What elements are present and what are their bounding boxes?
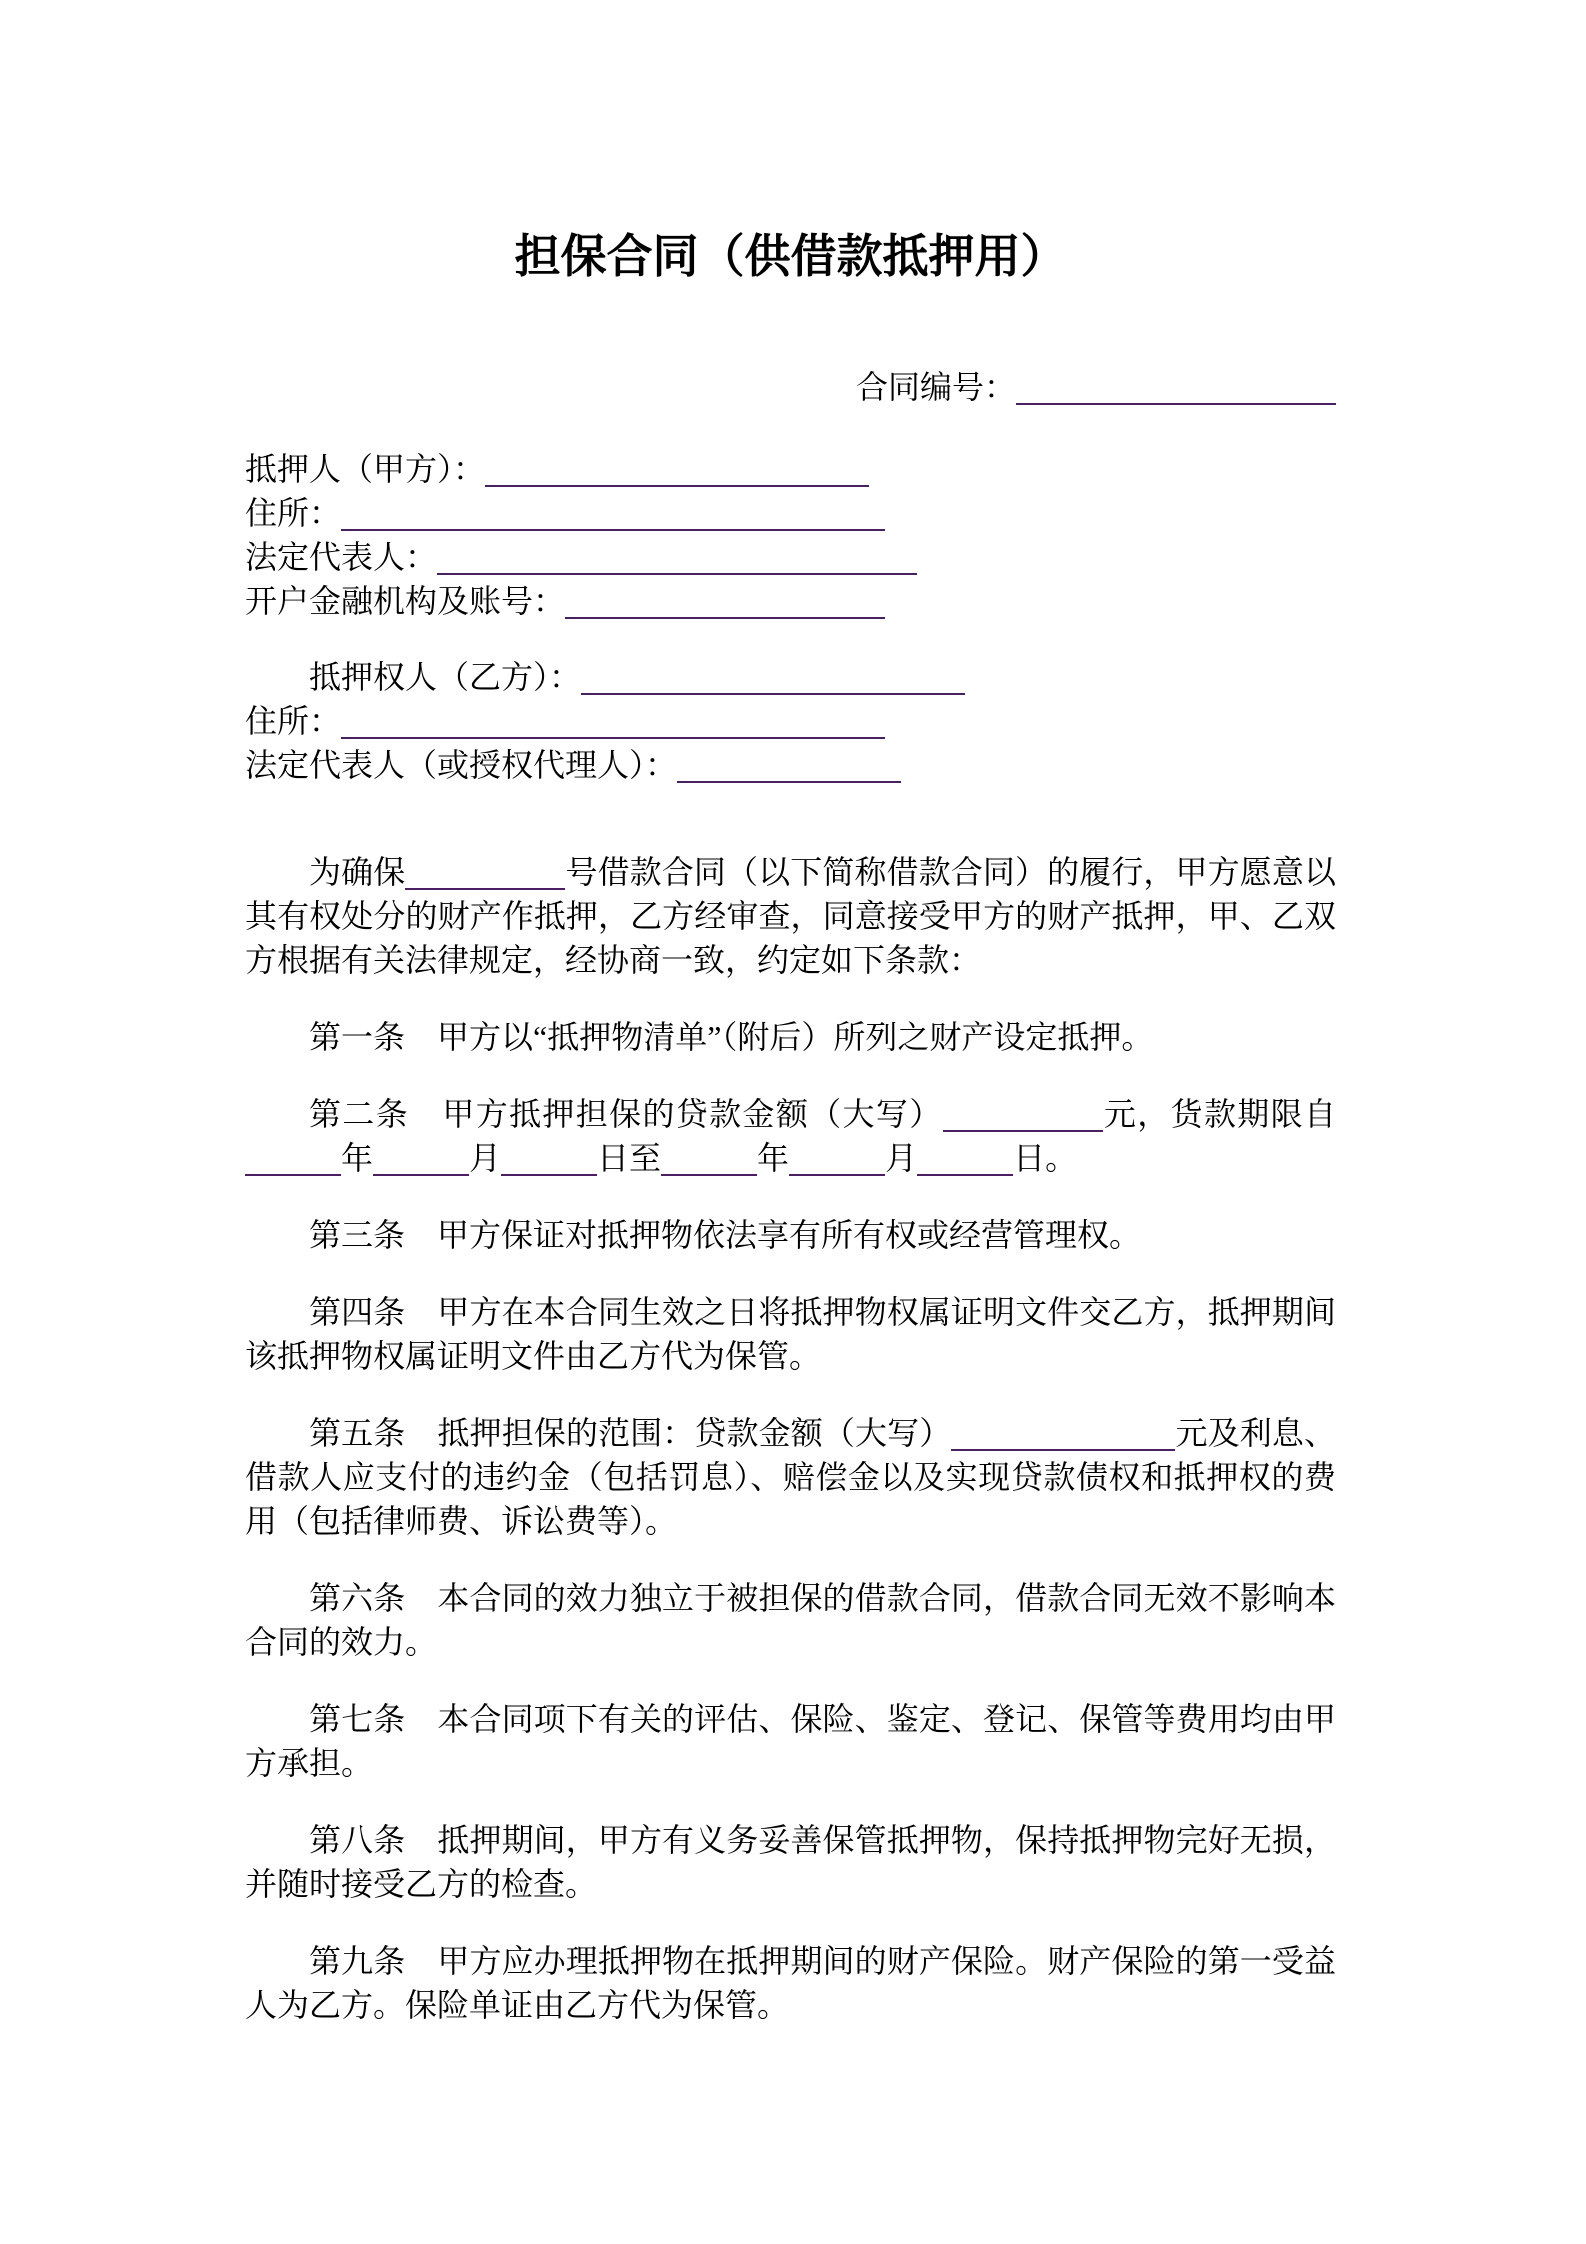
blank-underline [437,573,917,575]
clause-8: 第八条 抵押期间，甲方有义务妥善保管抵押物，保持抵押物完好无损，并随时接受乙方的检查。 [245,1822,1336,1902]
blank-underline [951,1449,1175,1451]
clause-9: 第九条 甲方应办理抵押物在抵押期间的财产保险。财产保险的第一受益人为乙方。保险单证由乙方代为保管。 [245,1943,1336,2023]
document-content [245,226,1336,2027]
clause-4: 第四条 甲方在本合同生效之日将抵押物权属证明文件交乙方，抵押期间该抵押物权属证明文件由乙方代为保管。 [245,1294,1336,1374]
contract-number-line: 合同编号： [245,365,1336,409]
blank-underline [917,1174,1013,1176]
blank-underline [581,693,965,695]
blank-underline [405,888,565,890]
clause-6: 第六条 本合同的效力独立于被担保的借款合同，借款合同无效不影响本合同的效力。 [245,1580,1336,1660]
party-a-address-line: 住所： [245,491,1336,535]
blank-underline [943,1130,1103,1132]
party-a-legal-rep-line: 法定代表人： [245,535,1336,579]
blank-underline [565,617,885,619]
blank-underline [341,529,885,531]
blank-underline [677,781,901,783]
blank-underline [245,1174,341,1176]
clause-1: 第一条 甲方以“抵押物清单”（附后）所列之财产设定抵押。 [309,1019,1154,1055]
mortgagor-line: 抵押人（甲方）： [245,447,1336,491]
blank-underline [1016,403,1336,405]
blank-underline [789,1174,885,1176]
blank-underline [373,1174,469,1176]
blank-underline [485,485,869,487]
document-title: 担保合同（供借款抵押用） [514,231,1067,282]
clause-3: 第三条 甲方保证对抵押物依法享有所有权或经营管理权。 [309,1217,1142,1253]
party-b-legal-rep-line: 法定代表人（或授权代理人）： [245,743,1336,787]
clause-5: 第五条 抵押担保的范围：贷款金额（大写） 元及利息、借款人应支付的违约金（包括罚息）、赔偿金以及实现贷款债权和抵押权的费用（包括律师费、诉讼费等）。 [245,1415,1336,1539]
mortgagee-line: 抵押权人（乙方）： [245,655,1336,699]
blank-underline [501,1174,597,1176]
party-b-address-line: 住所： [245,699,1336,743]
clause-7: 第七条 本合同项下有关的评估、保险、鉴定、登记、保管等费用均由甲方承担。 [245,1701,1336,1781]
clause-2: 第二条 甲方抵押担保的贷款金额（大写） 元，货款期限自年 月 日至 年 月 日。 [245,1092,1336,1180]
blank-underline [661,1174,757,1176]
party-a-bank-account-line: 开户金融机构及账号： [245,579,1336,623]
party-b-section [245,655,1336,787]
party-a-section [245,447,1336,623]
blank-underline [341,737,885,739]
preamble-paragraph: 为确保 号借款合同（以下简称借款合同）的履行，甲方愿意以其有权处分的财产作抵押，乙方经审查，同意接受甲方的财产抵押，甲、乙双方根据有关法律规定，经协商一致，约定如下条款： [245,854,1336,978]
